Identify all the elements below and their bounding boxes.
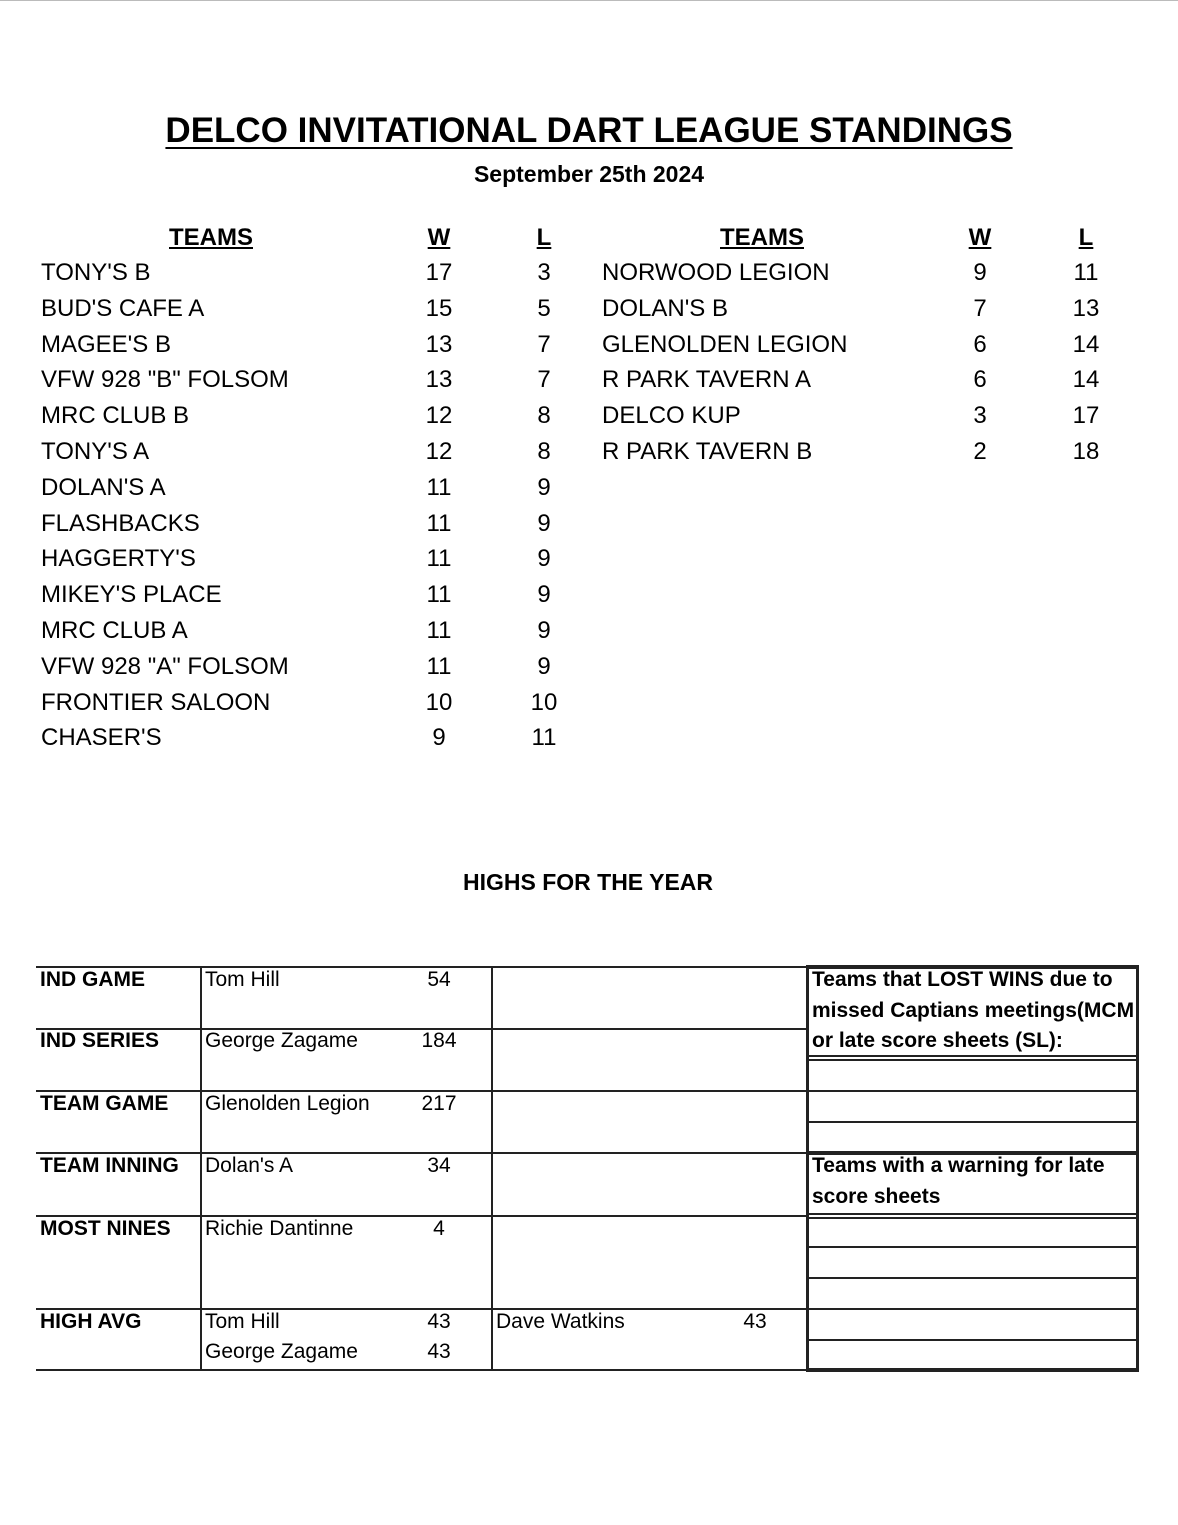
team-wins: 11 [426,581,452,609]
team-name: FLASHBACKS [41,509,200,537]
team-name: HAGGERTY'S [41,545,196,573]
team-name: MRC CLUB A [41,617,188,644]
team-name: DELCO KUP [602,402,741,430]
team-name: GLENOLDEN LEGION [602,330,848,358]
high-value: 34 [427,1154,451,1177]
team-losses: 13 [1072,294,1100,322]
high-name: Glenolden Legion [205,1092,370,1115]
column-divider [200,966,202,1371]
high-category: MOST NINES [40,1217,171,1240]
team-losses: 9 [537,545,551,573]
warning-note: Teams with a warning for late [812,1154,1105,1177]
wins-header-right: W [968,224,992,251]
high-category: HIGH AVG [40,1310,142,1333]
team-wins: 13 [425,330,453,358]
team-name: DOLAN'S B [602,294,728,322]
team-losses: 9 [537,581,551,609]
highs-title: HIGHS FOR THE YEAR [462,869,714,895]
lost-wins-note: or late score sheets (SL): [812,1029,1063,1052]
high-value: 43 [427,1310,451,1333]
teams-header-left: TEAMS [169,224,253,251]
team-name: R PARK TAVERN B [602,438,813,465]
team-name: VFW 928 "A" FOLSOM [41,652,289,680]
team-name: DOLAN'S A [41,473,166,501]
team-losses: 7 [537,330,551,358]
team-wins: 12 [425,438,453,465]
losses-header-left: L [536,224,552,251]
team-losses: 11 [531,724,557,752]
high-category: IND SERIES [40,1029,160,1052]
high-name: Dolan's A [205,1154,294,1177]
wins-header-left: W [427,224,451,251]
row-divider [36,1308,808,1310]
team-wins: 10 [425,688,453,716]
lost-wins-note: Teams that LOST WINS due to [812,968,1113,991]
team-losses: 9 [537,617,551,644]
high-name: George Zagame [205,1340,358,1363]
high-category: TEAM GAME [40,1092,169,1115]
page-title [0,111,1178,151]
lost-wins-note: missed Captians meetings(MCM [812,998,1135,1022]
team-wins: 7 [973,294,987,322]
box-divider [807,1368,1138,1372]
team-wins: 11 [426,509,452,537]
team-name: NORWOOD LEGION [602,259,830,286]
team-wins: 11 [426,652,452,680]
team-losses: 9 [537,652,551,680]
team-losses: 18 [1072,438,1100,465]
team-name: MRC CLUB B [41,402,190,430]
team-name: MIKEY'S PLACE [41,581,222,609]
team-losses: 8 [537,402,551,430]
team-name: BUD'S CAFE A [41,294,205,322]
team-losses: 17 [1072,402,1100,430]
team-name: CHASER'S [41,724,162,752]
team-losses: 7 [537,366,551,394]
box-divider [807,1246,1138,1248]
team-losses: 8 [537,438,551,465]
box-divider [807,1055,1138,1057]
team-wins: 3 [973,402,987,430]
team-name: TONY'S A [41,438,150,465]
team-losses: 3 [537,259,551,286]
box-divider [807,1308,1138,1310]
teams-header-right: TEAMS [720,224,804,251]
box-border [806,965,809,1372]
team-wins: 17 [425,259,453,286]
team-losses: 14 [1072,330,1100,358]
team-wins: 11 [426,545,452,573]
team-losses: 10 [530,688,558,716]
high-category: IND GAME [40,968,145,991]
high-name: George Zagame [205,1029,358,1052]
box-divider [807,1121,1138,1123]
column-divider [491,966,493,1371]
team-name: TONY'S B [41,259,151,286]
date-subtitle: September 25th 2024 [473,161,705,187]
team-losses: 14 [1072,366,1100,394]
row-divider [36,966,808,968]
high-value: 217 [421,1092,457,1115]
team-wins: 13 [425,366,453,394]
team-name: R PARK TAVERN A [602,366,811,394]
high-category: TEAM INNING [40,1154,179,1177]
high-name: Tom Hill [205,968,280,991]
team-name: MAGEE'S B [41,330,171,358]
team-wins: 6 [973,330,987,358]
high-name: Dave Watkins [496,1310,625,1333]
box-divider [807,1213,1138,1215]
team-wins: 11 [426,473,452,501]
team-wins: 15 [425,294,453,322]
box-divider [807,1339,1138,1341]
high-value: 43 [427,1340,451,1363]
title-text: DELCO INVITATIONAL DART LEAGUE STANDINGS [165,111,1013,150]
high-value: 43 [743,1310,767,1333]
team-wins: 12 [425,402,453,430]
team-name: FRONTIER SALOON [41,688,271,716]
losses-header-right: L [1078,224,1094,251]
team-losses: 11 [1073,259,1099,286]
high-value: 184 [421,1029,457,1052]
team-wins: 9 [432,724,446,752]
box-divider [807,1090,1138,1092]
box-border [1136,965,1139,1372]
high-name: Richie Dantinne [205,1217,354,1240]
team-losses: 9 [537,473,551,501]
team-losses: 9 [537,509,551,537]
team-wins: 11 [426,617,452,644]
high-name: Tom Hill [205,1310,280,1333]
box-divider [807,1277,1138,1279]
team-wins: 2 [973,438,987,465]
team-wins: 9 [973,259,987,286]
box-divider [807,1217,1138,1219]
box-divider [807,1059,1138,1061]
team-losses: 5 [537,294,551,322]
row-divider [36,1369,808,1371]
team-wins: 6 [973,366,987,394]
high-value: 4 [433,1217,445,1240]
high-value: 54 [427,968,451,991]
warning-note: score sheets [812,1185,941,1208]
team-name: VFW 928 "B" FOLSOM [41,366,289,394]
